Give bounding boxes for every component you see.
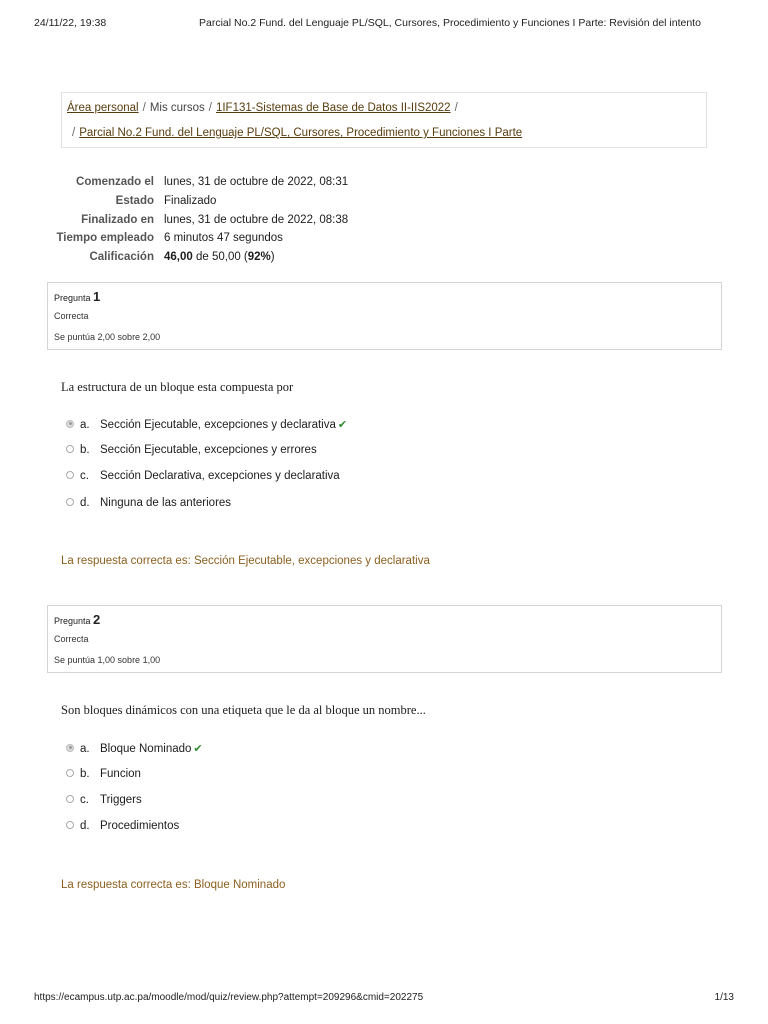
answer-text: Sección Ejecutable, excepciones y declarativa bbox=[100, 419, 336, 431]
answer-text: Ninguna de las anteriores bbox=[100, 497, 232, 509]
summary-value: 6 minutos 47 segundos bbox=[164, 232, 283, 245]
right-answer: La respuesta correcta es: Sección Ejecutable, excepciones y declarativa bbox=[61, 555, 430, 567]
question-grade: Se puntúa 2,00 sobre 2,00 bbox=[54, 332, 161, 342]
answer-letter: b. bbox=[80, 444, 90, 456]
question-info bbox=[47, 605, 722, 673]
question-number bbox=[54, 289, 100, 304]
answer-letter: c. bbox=[80, 794, 89, 806]
radio-icon[interactable] bbox=[66, 420, 74, 428]
grade-close: ) bbox=[270, 251, 275, 264]
print-datetime: 24/11/22, 19:38 bbox=[34, 17, 107, 29]
question-text: Son bloques dinámicos con una etiqueta que le da al bloque un nombre... bbox=[61, 703, 426, 717]
answer-option[interactable] bbox=[66, 444, 317, 456]
answer-text: Funcion bbox=[100, 768, 141, 780]
question-num: 1 bbox=[93, 289, 101, 304]
summary-label: Tiempo empleado bbox=[56, 232, 154, 245]
radio-icon[interactable] bbox=[66, 795, 74, 803]
print-footer bbox=[34, 992, 734, 1006]
answer-letter: c. bbox=[80, 470, 89, 482]
grade-percent: 92% bbox=[247, 251, 271, 264]
summary-label: Finalizado en bbox=[81, 213, 154, 226]
print-url: https://ecampus.utp.ac.pa/moodle/mod/quiz/review.php?attempt=209296&cmid=202275 bbox=[34, 992, 424, 1003]
question-prefix: Pregunta bbox=[54, 293, 91, 303]
print-header bbox=[34, 17, 734, 31]
question-text: La estructura de un bloque esta compuesta por bbox=[61, 380, 294, 394]
answer-option[interactable] bbox=[66, 820, 179, 832]
breadcrumb-separator: / bbox=[142, 102, 146, 114]
answer-option[interactable] bbox=[66, 742, 203, 755]
question-number bbox=[54, 612, 100, 627]
breadcrumb bbox=[61, 92, 707, 148]
radio-icon[interactable] bbox=[66, 498, 74, 506]
answer-option[interactable] bbox=[66, 470, 340, 482]
answer-option[interactable] bbox=[66, 768, 141, 780]
answer-letter: d. bbox=[80, 497, 90, 509]
summary-label: Estado bbox=[115, 194, 154, 207]
summary-value: lunes, 31 de octubre de 2022, 08:38 bbox=[164, 213, 349, 226]
question-num: 2 bbox=[93, 612, 101, 627]
question-state: Correcta bbox=[54, 311, 89, 321]
grade-value bbox=[164, 251, 275, 263]
radio-icon[interactable] bbox=[66, 445, 74, 453]
question-grade: Se puntúa 1,00 sobre 1,00 bbox=[54, 655, 161, 665]
right-answer: La respuesta correcta es: Bloque Nominado bbox=[61, 879, 286, 891]
summary-value: Finalizado bbox=[164, 194, 217, 207]
question-state: Correcta bbox=[54, 634, 89, 644]
question-info bbox=[47, 282, 722, 350]
answer-option[interactable] bbox=[66, 794, 142, 806]
answer-letter: d. bbox=[80, 820, 90, 832]
radio-icon[interactable] bbox=[66, 769, 74, 777]
breadcrumb-mis-cursos: Mis cursos bbox=[149, 102, 205, 114]
summary-label: Comenzado el bbox=[76, 176, 154, 188]
question-prefix: Pregunta bbox=[54, 616, 91, 626]
answer-letter: a. bbox=[80, 743, 90, 755]
answer-text: Sección Ejecutable, excepciones y errores bbox=[100, 444, 317, 456]
breadcrumb-separator: / bbox=[72, 127, 76, 139]
breadcrumb-area-personal[interactable]: Área personal bbox=[67, 102, 139, 114]
radio-icon[interactable] bbox=[66, 821, 74, 829]
answer-option[interactable] bbox=[66, 418, 347, 431]
check-icon: ✔ bbox=[337, 419, 348, 431]
answer-letter: b. bbox=[80, 768, 90, 780]
radio-icon[interactable] bbox=[66, 744, 74, 752]
grade-total: de 50,00 ( bbox=[192, 251, 248, 264]
print-title: Parcial No.2 Fund. del Lenguaje PL/SQL, Cursores, Procedimiento y Funciones I Parte: Revisión del intento bbox=[199, 17, 701, 29]
answer-option[interactable] bbox=[66, 497, 231, 509]
summary-value: lunes, 31 de octubre de 2022, 08:31 bbox=[164, 176, 349, 188]
radio-icon[interactable] bbox=[66, 471, 74, 479]
breadcrumb-quiz[interactable]: Parcial No.2 Fund. del Lenguaje PL/SQL, Cursores, Procedimiento y Funciones I Parte bbox=[79, 127, 523, 139]
answer-text: Sección Declarativa, excepciones y declarativa bbox=[100, 470, 340, 482]
breadcrumb-course[interactable]: 1IF131-Sistemas de Base de Datos II-IIS2022 bbox=[215, 102, 451, 114]
breadcrumb-separator: / bbox=[208, 102, 212, 114]
answer-text: Triggers bbox=[100, 794, 142, 806]
answer-text: Procedimientos bbox=[100, 820, 180, 832]
grade-score: 46,00 bbox=[164, 251, 193, 264]
summary-label: Calificación bbox=[89, 251, 154, 264]
answer-text: Bloque Nominado bbox=[100, 743, 192, 755]
page-number: 1/13 bbox=[714, 992, 734, 1003]
breadcrumb-separator: / bbox=[454, 102, 458, 114]
check-icon: ✔ bbox=[193, 743, 203, 755]
answer-letter: a. bbox=[80, 419, 90, 431]
